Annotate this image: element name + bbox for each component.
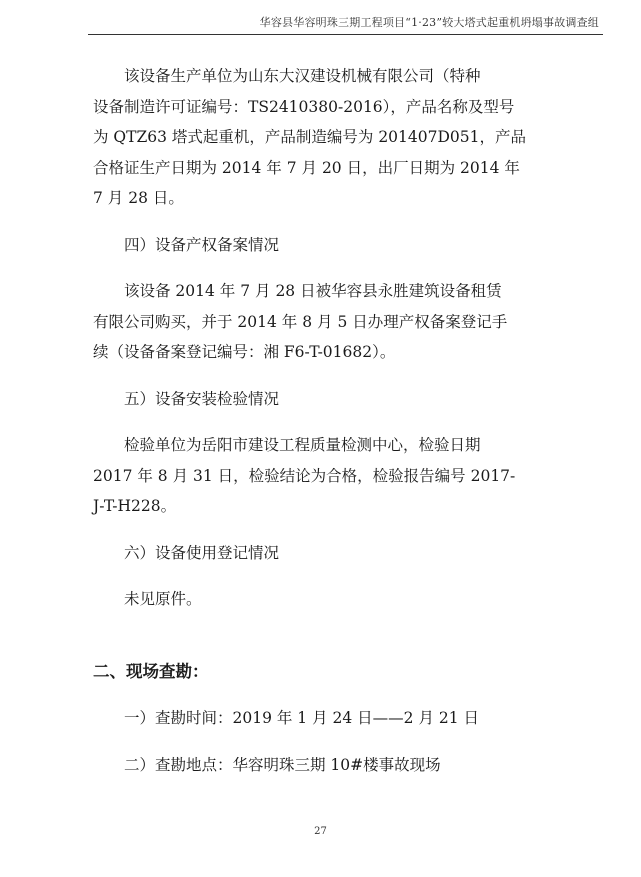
text-line: J-T-H228。 xyxy=(93,497,177,515)
text-line: 检验单位为岳阳市建设工程质量检测中心，检验日期 xyxy=(124,436,481,454)
text-line: 有限公司购买，并于 2014 年 8 月 5 日办理产权备案登记手 xyxy=(93,312,508,331)
page-body xyxy=(93,61,553,796)
text-line: 合格证生产日期为 2014 年 7 月 20 日，出厂日期为 2014 年 xyxy=(93,158,520,177)
subheading-usage-registration: 六）设备使用登记情况 xyxy=(124,543,280,562)
text-line: 为 QTZ63 塔式起重机，产品制造编号为 201407D051，产品 xyxy=(93,128,527,146)
paragraph-manufacturer xyxy=(93,61,553,214)
subheading-installation-inspection: 五）设备安装检验情况 xyxy=(124,389,280,408)
page-number: 27 xyxy=(314,826,327,837)
paragraph-property-record xyxy=(93,276,553,368)
survey-time-item: 一）查勘时间：2019 年 1 月 24 日——2 月 21 日 xyxy=(124,709,480,727)
text-line: 2017 年 8 月 31 日，检验结论为合格，检验报告编号 2017- xyxy=(93,466,516,485)
subheading-property-record: 四）设备产权备案情况 xyxy=(124,235,280,254)
section-heading-site-survey: 二、现场查勘： xyxy=(93,661,209,681)
text-line: 续（设备备案登记编号：湘 F6-T-01682）。 xyxy=(93,343,396,361)
running-header: 华容县华容明珠三期工程项目“1·23”较大塔式起重机坍塌事故调查组 xyxy=(259,16,599,29)
text-line: 该设备生产单位为山东大汉建设机械有限公司（特种 xyxy=(124,67,481,85)
text-line: 设备制造许可证编号：TS2410380-2016），产品名称及型号 xyxy=(93,97,515,116)
text-line: 7 月 28 日。 xyxy=(93,189,184,207)
paragraph-usage-registration xyxy=(93,584,553,615)
text-line: 未见原件。 xyxy=(124,590,202,608)
text-line: 该设备 2014 年 7 月 28 日被华容县永胜建筑设备租赁 xyxy=(124,282,502,300)
survey-location-item: 二）查勘地点：华容明珠三期 10#楼事故现场 xyxy=(124,755,441,774)
header-divider xyxy=(88,34,603,35)
paragraph-installation-inspection xyxy=(93,430,553,522)
